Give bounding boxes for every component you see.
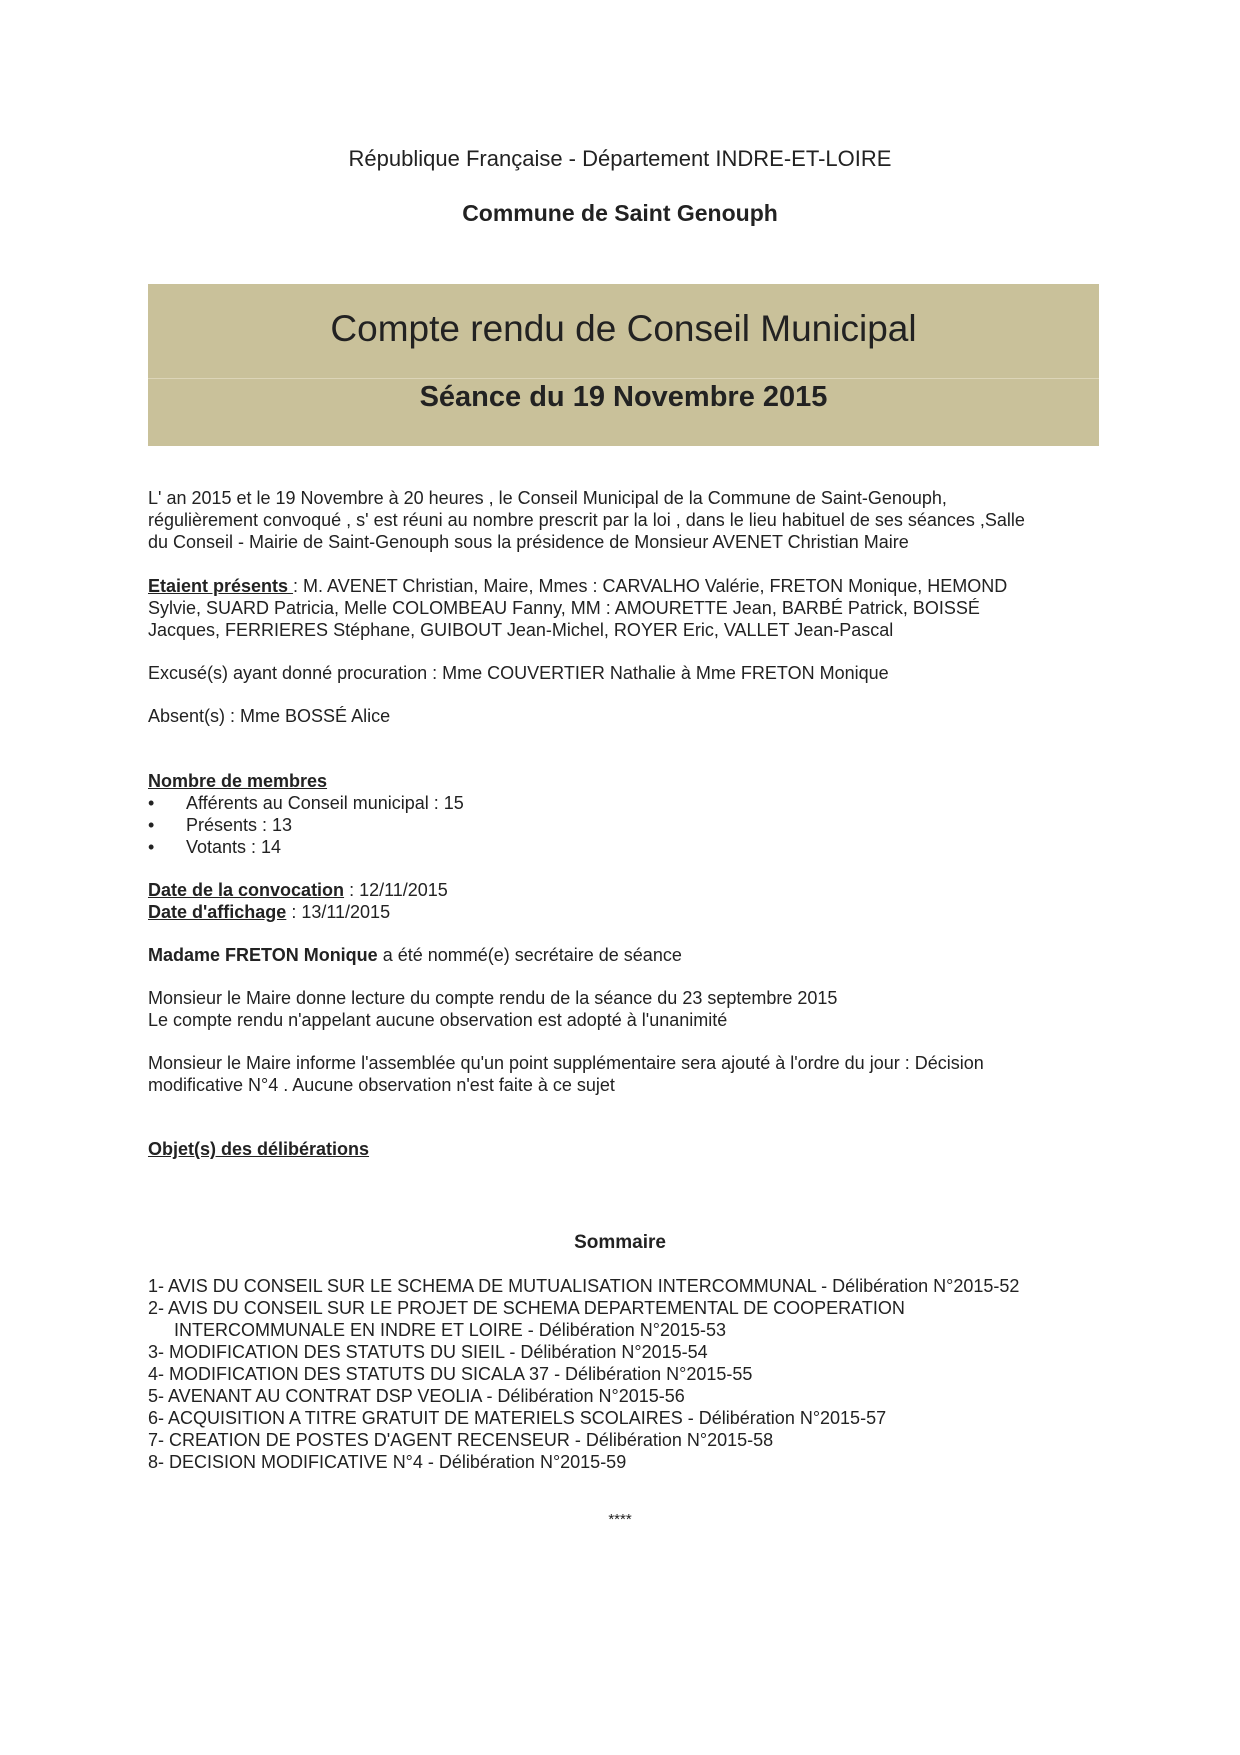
membres-item-text: Votants : 14 [186,837,282,857]
commune-name: Commune de Saint Genouph [462,200,778,226]
presents-line: Jacques, FERRIERES Stéphane, GUIBOUT Jean-Michel, ROYER Eric, VALLET Jean-Pascal [148,620,894,640]
excuses-line: Excusé(s) ayant donné procuration : Mme COUVERTIER Nathalie à Mme FRETON Monique [148,663,889,683]
point-supp-line: Monsieur le Maire informe l'assemblée qu'un point supplémentaire sera ajouté à l'ordre du jour : Décision [148,1053,984,1073]
title-banner [148,284,1099,446]
presents-text: : M. AVENET Christian, Maire, Mmes : CARVALHO Valérie, FRETON Monique, HEMOND [293,576,1008,596]
convocation-label: Date de la convocation [148,880,345,900]
presents-line [148,575,1078,597]
list-item: INTERCOMMUNALE EN INDRE ET LOIRE - Délibération N°2015-53 [174,1320,727,1340]
list-item [148,836,1078,858]
list-item: 4- MODIFICATION DES STATUTS DU SICALA 37 - Délibération N°2015-55 [148,1364,753,1384]
intro-line: du Conseil - Mairie de Saint-Genouph sous la présidence de Monsieur AVENET Christian Maire [148,532,909,552]
presents-label: Etaient présents [148,576,294,596]
document-title: Compte rendu de Conseil Municipal [330,308,917,349]
republic-department-header: République Française - Département INDRE-ET-LOIRE [348,146,892,171]
list-item: 2- AVIS DU CONSEIL SUR LE PROJET DE SCHEMA DEPARTEMENTAL DE COOPERATION [148,1298,905,1318]
presents-line: Sylvie, SUARD Patricia, Melle COLOMBEAU Fanny, MM : AMOURETTE Jean, BARBÉ Patrick, BOISSÉ [148,598,980,618]
dates-section [148,879,1078,923]
section-separator: **** [608,1511,632,1528]
secretaire-line [148,944,1078,966]
convocation-value: : 12/11/2015 [344,880,448,900]
membres-list [148,792,1078,858]
objets-heading-text: Objet(s) des délibérations [148,1139,370,1159]
list-item: 8- DECISION MODIFICATIVE N°4 - Délibération N°2015-59 [148,1452,627,1472]
membres-item-text: Afférents au Conseil municipal : 15 [186,793,464,813]
affichage-value: : 13/11/2015 [286,902,391,922]
intro-paragraph [148,487,1078,553]
banner-divider [148,378,1099,379]
list-item: 3- MODIFICATION DES STATUTS DU SIEIL - Délibération N°2015-54 [148,1342,708,1362]
lecture-line: Le compte rendu n'appelant aucune observation est adopté à l'unanimité [148,1010,728,1030]
secretaire-text: a été nommé(e) secrétaire de séance [377,945,682,965]
bullet: • [148,837,155,857]
intro-line: L' an 2015 et le 19 Novembre à 20 heures , le Conseil Municipal de la Commune de Saint-Genouph, [148,488,947,508]
list-item: 5- AVENANT AU CONTRAT DSP VEOLIA - Délibération N°2015-56 [148,1386,685,1406]
list-item: 7- CREATION DE POSTES D'AGENT RECENSEUR - Délibération N°2015-58 [148,1430,774,1450]
presents-paragraph [148,575,1078,641]
list-item: 6- ACQUISITION A TITRE GRATUIT DE MATERIELS SCOLAIRES - Délibération N°2015-57 [148,1408,887,1428]
membres-item-text: Présents : 13 [186,815,293,835]
list-item: 1- AVIS DU CONSEIL SUR LE SCHEMA DE MUTUALISATION INTERCOMMUNAL - Délibération N°2015-52 [148,1276,1020,1296]
sommaire-title: Sommaire [574,1232,666,1253]
lecture-line: Monsieur le Maire donne lecture du compte rendu de la séance du 23 septembre 2015 [148,988,838,1008]
lecture-paragraph [148,987,1078,1031]
point-supplementaire-paragraph [148,1052,1078,1096]
list-item [148,792,1078,814]
bullet: • [148,793,155,813]
list-item [148,814,1078,836]
absents-line: Absent(s) : Mme BOSSÉ Alice [148,706,391,726]
sommaire-list [148,1275,1078,1473]
affichage-label: Date d'affichage [148,902,287,922]
bullet: • [148,815,155,835]
objets-heading [148,1138,1078,1160]
secretaire-name: Madame FRETON Monique [148,945,378,965]
convocation-line [148,879,1078,901]
membres-heading: Nombre de membres [148,771,328,791]
point-supp-line: modificative N°4 . Aucune observation n'est faite à ce sujet [148,1075,615,1095]
affichage-line [148,901,1078,923]
deliberations-list [148,1275,1078,1473]
membres-section [148,770,1078,858]
intro-line: régulièrement convoqué , s' est réuni au nombre prescrit par la loi , dans le lieu habituel de ses séances ,Salle [148,510,1025,530]
session-date: Séance du 19 Novembre 2015 [419,381,828,413]
